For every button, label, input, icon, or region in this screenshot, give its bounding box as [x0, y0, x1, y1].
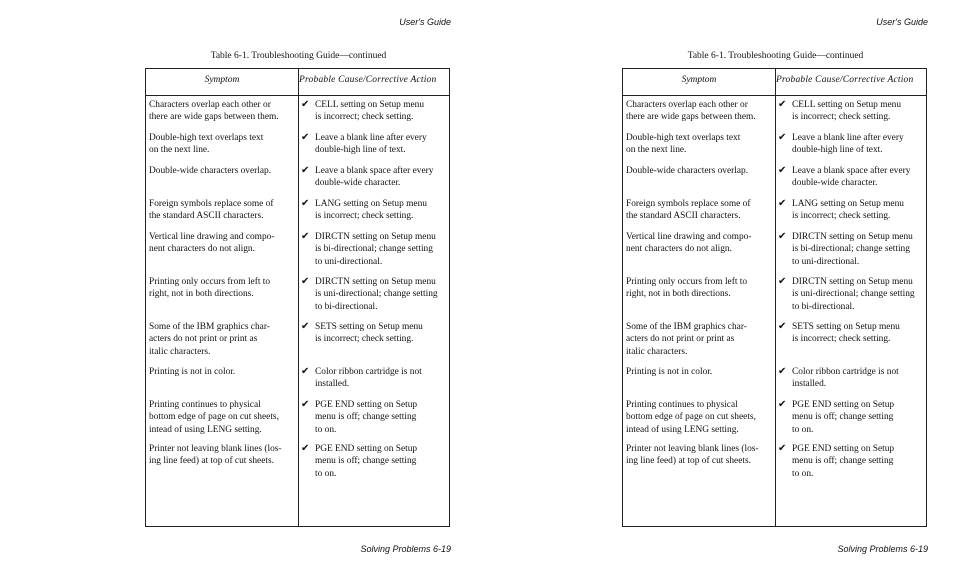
- symptom-cell: [626, 276, 774, 301]
- cause-cell: [301, 132, 449, 157]
- symptom-line: bottom edge of page on cut sheets,: [149, 412, 279, 423]
- symptom-line: Double-wide characters overlap.: [626, 166, 749, 176]
- checkmark-icon: ✔: [778, 321, 787, 332]
- checkmark-icon: ✔: [301, 321, 310, 332]
- cause-text: [792, 132, 926, 157]
- symptom-cell: [149, 321, 297, 358]
- symptom-line: on the next line.: [149, 145, 210, 156]
- symptom-line: Characters overlap each other or: [626, 100, 748, 110]
- cause-line: is bi-directional; change setting: [792, 244, 910, 255]
- cause-line: to on.: [315, 424, 337, 435]
- cause-line: Leave a blank line after every: [792, 133, 904, 143]
- checkmark-icon: ✔: [778, 165, 787, 176]
- cause-line: is uni-directional; change setting: [315, 289, 438, 300]
- cause-line: LANG setting on Setup menu: [315, 199, 427, 209]
- symptom-line: ing line feed) at top of cut sheets.: [149, 456, 274, 467]
- cause-line: PGE END setting on Setup: [792, 444, 895, 454]
- symptom-line: Foreign symbols replace some of: [149, 199, 274, 209]
- symptom-cell: [626, 366, 774, 378]
- cause-text: [792, 231, 926, 268]
- cause-line: is incorrect; check setting.: [315, 112, 414, 123]
- checkmark-icon: ✔: [301, 366, 310, 377]
- column-header-symptom: Symptom: [204, 75, 240, 85]
- cause-line: PGE END setting on Setup: [792, 400, 895, 410]
- header-rule: [623, 95, 926, 96]
- symptom-line: Double-high text overlaps text: [149, 133, 264, 143]
- symptom-cell: [149, 165, 297, 177]
- cause-cell: [301, 399, 449, 436]
- cause-cell: [301, 366, 449, 391]
- cause-line: Leave a blank space after every: [792, 166, 911, 176]
- cause-line: double-high line of text.: [792, 145, 883, 156]
- symptom-line: Vertical line drawing and compo-: [149, 232, 275, 242]
- symptom-cell: [626, 165, 774, 177]
- cause-cell: [778, 276, 926, 313]
- cause-line: SETS setting on Setup menu: [315, 322, 423, 332]
- symptom-line: Printing only occurs from left to: [149, 277, 271, 287]
- cause-line: SETS setting on Setup menu: [792, 322, 900, 332]
- symptom-line: nent characters do not align.: [626, 244, 732, 255]
- cause-text: [315, 443, 449, 480]
- checkmark-icon: ✔: [778, 276, 787, 287]
- cause-cell: [301, 443, 449, 480]
- checkmark-icon: ✔: [778, 399, 787, 410]
- cause-cell: [778, 443, 926, 480]
- symptom-cell: [149, 443, 297, 468]
- cause-line: PGE END setting on Setup: [315, 444, 418, 454]
- symptom-cell: [149, 99, 297, 124]
- checkmark-icon: ✔: [778, 198, 787, 209]
- cause-text: [792, 443, 926, 480]
- cause-line: PGE END setting on Setup: [315, 400, 418, 410]
- checkmark-icon: ✔: [301, 399, 310, 410]
- symptom-line: Printer not leaving blank lines (los-: [626, 444, 759, 454]
- cause-line: is incorrect; check setting.: [792, 334, 891, 345]
- symptom-line: Some of the IBM graphics char-: [626, 322, 747, 332]
- cause-line: to bi-directional.: [792, 301, 855, 312]
- symptom-line: Double-high text overlaps text: [626, 133, 741, 143]
- checkmark-icon: ✔: [301, 198, 310, 209]
- cause-line: is incorrect; check setting.: [792, 112, 891, 123]
- symptom-line: Printing is not in color.: [149, 367, 236, 377]
- cause-line: CELL setting on Setup menu: [315, 100, 425, 110]
- checkmark-icon: ✔: [778, 132, 787, 143]
- cause-line: DIRCTN setting on Setup menu: [315, 232, 436, 242]
- running-footer: Solving Problems 6-19: [837, 544, 928, 554]
- symptom-cell: [626, 132, 774, 157]
- symptom-line: Printing continues to physical: [626, 400, 738, 410]
- cause-line: menu is off; change setting: [315, 412, 417, 423]
- column-divider: [775, 69, 776, 526]
- cause-cell: [301, 231, 449, 268]
- cause-line: CELL setting on Setup menu: [792, 100, 902, 110]
- symptom-cell: [626, 399, 774, 436]
- cause-line: double-wide character.: [315, 178, 401, 189]
- symptom-cell: [149, 132, 297, 157]
- cause-text: [315, 198, 449, 223]
- table-caption: Table 6-1. Troubleshooting Guide—continued: [687, 51, 864, 61]
- symptom-line: acters do not print or print as: [149, 334, 258, 345]
- symptom-line: Foreign symbols replace some of: [626, 199, 751, 209]
- symptom-cell: [149, 399, 297, 436]
- column-header-symptom: Symptom: [681, 75, 717, 85]
- cause-text: [315, 276, 449, 313]
- cause-line: is incorrect; check setting.: [315, 334, 414, 345]
- symptom-line: the standard ASCII characters.: [626, 211, 741, 222]
- cause-line: is uni-directional; change setting: [792, 289, 915, 300]
- cause-text: [315, 366, 449, 391]
- troubleshooting-table: [145, 68, 450, 527]
- cause-line: Color ribbon cartridge is not: [315, 367, 422, 377]
- running-header: User's Guide: [876, 17, 928, 27]
- cause-text: [315, 99, 449, 124]
- running-header: User's Guide: [399, 17, 451, 27]
- checkmark-icon: ✔: [778, 99, 787, 110]
- table-caption: Table 6-1. Troubleshooting Guide—continued: [210, 51, 387, 61]
- symptom-line: Printer not leaving blank lines (los-: [149, 444, 282, 454]
- cause-line: Color ribbon cartridge is not: [792, 367, 899, 377]
- cause-cell: [301, 165, 449, 190]
- cause-cell: [778, 132, 926, 157]
- cause-cell: [778, 366, 926, 391]
- cause-line: Leave a blank space after every: [315, 166, 434, 176]
- cause-line: is bi-directional; change setting: [315, 244, 433, 255]
- cause-text: [315, 165, 449, 190]
- symptom-line: ing line feed) at top of cut sheets.: [626, 456, 751, 467]
- symptom-line: the standard ASCII characters.: [149, 211, 264, 222]
- cause-line: to on.: [792, 468, 814, 479]
- symptom-cell: [626, 443, 774, 468]
- troubleshooting-table: [622, 68, 927, 527]
- symptom-line: italic characters.: [149, 346, 211, 357]
- cause-text: [315, 399, 449, 436]
- symptom-line: there are wide gaps between them.: [626, 112, 756, 123]
- header-rule: [146, 95, 449, 96]
- cause-line: installed.: [792, 379, 827, 390]
- cause-line: double-high line of text.: [315, 145, 406, 156]
- checkmark-icon: ✔: [301, 99, 310, 110]
- cause-text: [792, 321, 926, 346]
- cause-cell: [778, 99, 926, 124]
- cause-line: to bi-directional.: [315, 301, 378, 312]
- cause-line: is incorrect; check setting.: [792, 211, 891, 222]
- cause-cell: [301, 198, 449, 223]
- cause-text: [315, 321, 449, 346]
- symptom-line: Double-wide characters overlap.: [149, 166, 272, 176]
- cause-text: [792, 99, 926, 124]
- symptom-line: Printing continues to physical: [149, 400, 261, 410]
- symptom-line: nent characters do not align.: [149, 244, 255, 255]
- cause-cell: [778, 399, 926, 436]
- cause-text: [315, 231, 449, 268]
- symptom-line: acters do not print or print as: [626, 334, 735, 345]
- page-right: [477, 0, 954, 580]
- symptom-line: Printing only occurs from left to: [626, 277, 748, 287]
- symptom-line: Characters overlap each other or: [149, 100, 271, 110]
- checkmark-icon: ✔: [778, 443, 787, 454]
- symptom-line: italic characters.: [626, 346, 688, 357]
- cause-line: DIRCTN setting on Setup menu: [792, 232, 913, 242]
- symptom-cell: [149, 276, 297, 301]
- symptom-line: right, not in both directions.: [626, 289, 731, 300]
- column-header-cause: Probable Cause/Corrective Action: [776, 75, 914, 85]
- symptom-line: intead of using LENG setting.: [149, 424, 262, 435]
- symptom-cell: [149, 366, 297, 378]
- symptom-cell: [149, 198, 297, 223]
- symptom-cell: [626, 99, 774, 124]
- cause-cell: [301, 276, 449, 313]
- cause-line: to on.: [792, 424, 814, 435]
- symptom-line: intead of using LENG setting.: [626, 424, 739, 435]
- running-footer: Solving Problems 6-19: [360, 544, 451, 554]
- cause-line: double-wide character.: [792, 178, 878, 189]
- column-divider: [298, 69, 299, 526]
- cause-line: is incorrect; check setting.: [315, 211, 414, 222]
- cause-cell: [778, 231, 926, 268]
- checkmark-icon: ✔: [301, 231, 310, 242]
- cause-text: [792, 165, 926, 190]
- symptom-cell: [626, 231, 774, 256]
- cause-cell: [778, 321, 926, 346]
- checkmark-icon: ✔: [778, 231, 787, 242]
- cause-line: menu is off; change setting: [792, 456, 894, 467]
- cause-text: [792, 276, 926, 313]
- cause-line: to on.: [315, 468, 337, 479]
- cause-line: DIRCTN setting on Setup menu: [315, 277, 436, 287]
- checkmark-icon: ✔: [301, 276, 310, 287]
- symptom-cell: [626, 198, 774, 223]
- symptom-line: Printing is not in color.: [626, 367, 713, 377]
- cause-line: menu is off; change setting: [792, 412, 894, 423]
- cause-line: to uni-directional.: [792, 256, 860, 267]
- symptom-line: Some of the IBM graphics char-: [149, 322, 270, 332]
- cause-line: DIRCTN setting on Setup menu: [792, 277, 913, 287]
- cause-line: installed.: [315, 379, 350, 390]
- cause-cell: [301, 321, 449, 346]
- cause-cell: [778, 198, 926, 223]
- cause-text: [792, 366, 926, 391]
- cause-line: Leave a blank line after every: [315, 133, 427, 143]
- cause-text: [792, 399, 926, 436]
- column-header-cause: Probable Cause/Corrective Action: [299, 75, 437, 85]
- checkmark-icon: ✔: [301, 165, 310, 176]
- symptom-line: bottom edge of page on cut sheets,: [626, 412, 756, 423]
- symptom-cell: [626, 321, 774, 358]
- symptom-line: on the next line.: [626, 145, 687, 156]
- symptom-line: Vertical line drawing and compo-: [626, 232, 752, 242]
- checkmark-icon: ✔: [301, 132, 310, 143]
- cause-line: LANG setting on Setup menu: [792, 199, 904, 209]
- symptom-line: right, not in both directions.: [149, 289, 254, 300]
- symptom-line: there are wide gaps between them.: [149, 112, 279, 123]
- checkmark-icon: ✔: [778, 366, 787, 377]
- cause-cell: [778, 165, 926, 190]
- cause-cell: [301, 99, 449, 124]
- symptom-cell: [149, 231, 297, 256]
- cause-text: [315, 132, 449, 157]
- cause-line: menu is off; change setting: [315, 456, 417, 467]
- cause-text: [792, 198, 926, 223]
- cause-line: to uni-directional.: [315, 256, 383, 267]
- checkmark-icon: ✔: [301, 443, 310, 454]
